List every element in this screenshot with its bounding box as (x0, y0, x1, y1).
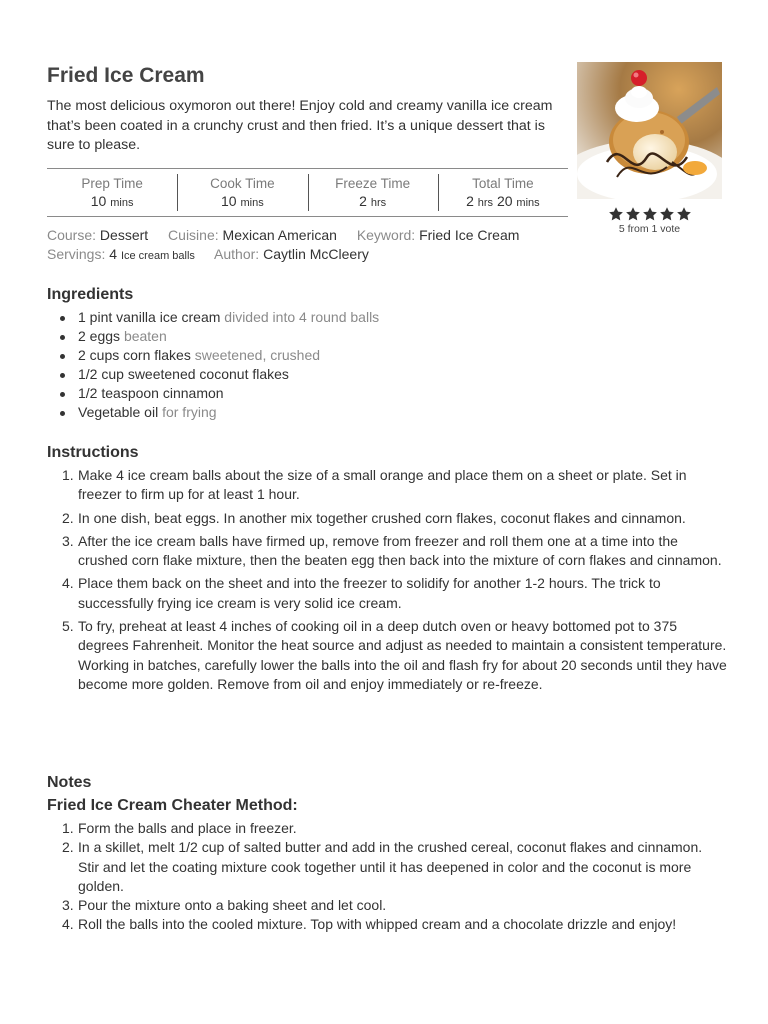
star-icon[interactable] (608, 206, 624, 222)
note-step: 1. Form the balls and place in freezer. (62, 820, 297, 836)
recipe-photo (577, 62, 722, 199)
prep-time (47, 169, 177, 216)
instruction-step: 1. Make 4 ice cream balls about the size of a small orange and place them on a sheet or plate. Set in freezer to firm up for at least 1 hour. (62, 467, 687, 503)
time-value: 10 mins (221, 193, 264, 209)
freeze-time (308, 169, 438, 216)
star-rating[interactable] (577, 206, 722, 222)
recipe-times (47, 168, 568, 217)
servings-label: Servings: (47, 246, 106, 262)
course-label: Course: (47, 227, 97, 243)
author-value: Caytlin McCleery (263, 246, 369, 262)
total-time (438, 169, 568, 216)
cuisine-label: Cuisine: (168, 227, 219, 243)
course-value[interactable]: Dessert (99, 227, 149, 243)
recipe-meta-row-2 (47, 246, 369, 262)
ingredient-item: 1/2 cup sweetened coconut flakes (47, 365, 379, 384)
time-label: Cook Time (210, 176, 275, 191)
cook-time (177, 169, 307, 216)
ingredients-heading: Ingredients (47, 286, 134, 303)
time-label: Prep Time (81, 176, 143, 191)
recipe-summary: The most delicious oxymoron out there! Enjoy cold and creamy vanilla ice cream that’s been coated in a crunchy crust and then fried. It’s a unique dessert that is sure to please. (47, 98, 553, 153)
recipe-rating[interactable] (577, 206, 722, 235)
star-icon[interactable] (625, 206, 641, 222)
time-value: 2 hrs 20 mins (466, 193, 540, 209)
servings-value[interactable]: 4 (109, 246, 118, 262)
time-value: 10 mins (90, 193, 134, 209)
servings-unit: Ice cream balls (120, 250, 195, 262)
keyword-value: Fried Ice Cream (419, 227, 520, 243)
recipe-meta-row-1 (47, 227, 519, 243)
keyword-label: Keyword: (356, 227, 416, 243)
instruction-step: 4. Place them back on the sheet and into the freezer to solidify for another 1-2 hours. The trick to successfully frying ice cream is very solid ice cream. (62, 575, 661, 611)
notes-list (47, 819, 727, 935)
ingredient-item: 2 cups corn flakes sweetened, crushed (47, 346, 379, 365)
notes-heading: Notes (47, 774, 92, 791)
instructions-list (47, 466, 727, 698)
ingredients-list (47, 308, 379, 422)
time-value: 2 hrs (359, 193, 387, 209)
instruction-step: 5. To fry, preheat at least 4 inches of cooking oil in a deep dutch oven or heavy bottomed pot to 375 degrees Fahrenheit. Monitor the heat source and adjust as needed to maintain a consistent temperature. Working in batches, carefully lower the balls into the oil and flash fry for about 20 seconds until they have become more golden. Remove from oil and enjoy immediately or re-freeze. (62, 618, 727, 692)
time-label: Freeze Time (335, 176, 411, 191)
ingredient-item: Vegetable oil for frying (47, 403, 379, 422)
star-icon[interactable] (676, 206, 692, 222)
star-icon[interactable] (659, 206, 675, 222)
instruction-step: 2. In one dish, beat eggs. In another mix together crushed corn flakes, coconut flakes and cinnamon. (62, 509, 686, 526)
cuisine-value[interactable]: Mexican American (222, 227, 337, 243)
author-label: Author: (214, 246, 260, 262)
ingredient-item: 2 eggs beaten (47, 327, 379, 346)
notes-subheading: Fried Ice Cream Cheater Method: (47, 797, 298, 814)
rating-count: 5 from 1 vote (618, 223, 681, 235)
note-step: 2. In a skillet, melt 1/2 cup of salted butter and add in the crushed cereal, coconut flakes and cinnamon. Stir and let the coating mixture cook together until it has deepened in color and the coconut is more golden. (62, 839, 703, 894)
note-step: 3. Pour the mixture onto a baking sheet and let cool. (62, 897, 387, 914)
ingredient-item: 1 pint vanilla ice cream divided into 4 round balls (47, 308, 379, 327)
ingredient-item: 1/2 teaspoon cinnamon (47, 384, 379, 403)
star-icon[interactable] (642, 206, 658, 222)
instruction-step: 3. After the ice cream balls have firmed up, remove from freezer and roll them one at a time into the crushed corn flake mixture, then the beaten egg then back into the mixture of corn flakes and cinnamon. (62, 532, 722, 569)
note-step: 4. Roll the balls into the cooled mixture. Top with whipped cream and a chocolate drizzle and enjoy! (62, 916, 677, 933)
recipe-title: Fried Ice Cream (47, 64, 205, 87)
time-label: Total Time (472, 176, 534, 191)
instructions-heading: Instructions (47, 444, 139, 461)
